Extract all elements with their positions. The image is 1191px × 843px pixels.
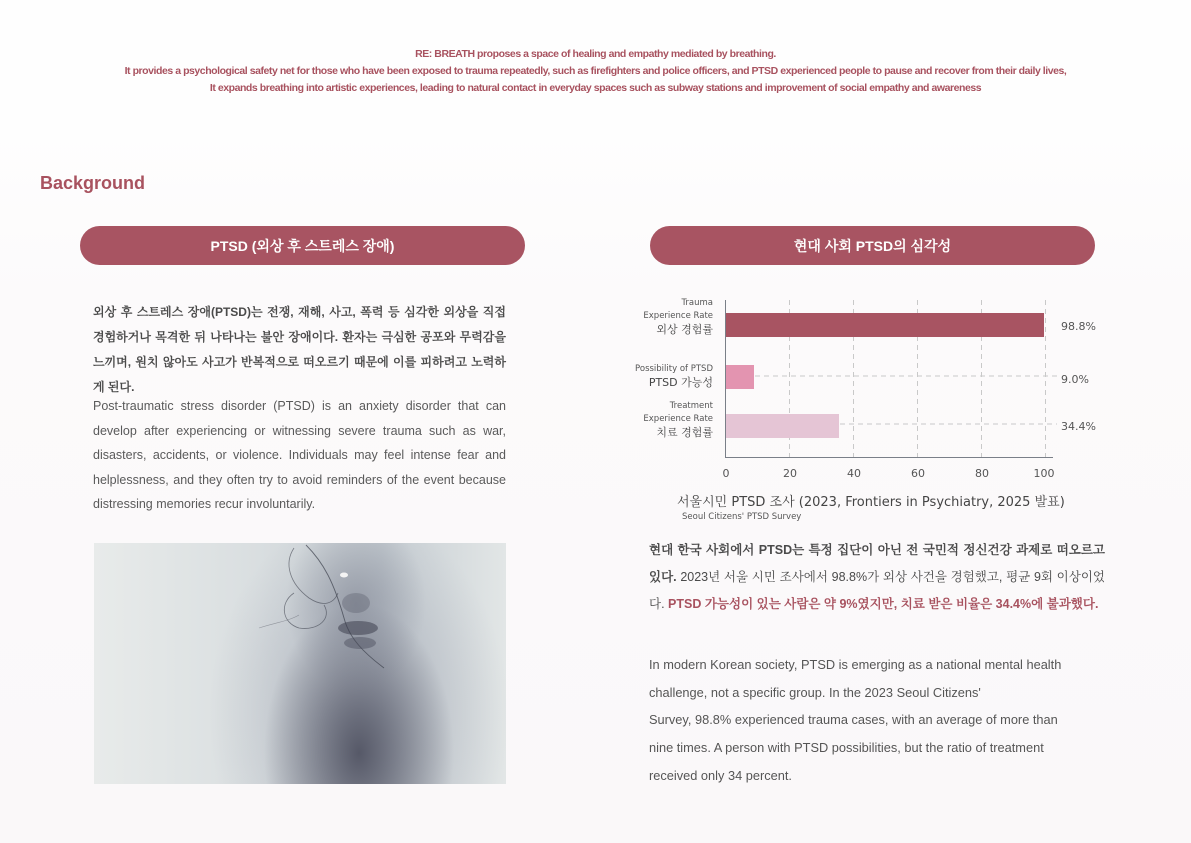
section-title: Background	[40, 173, 146, 193]
ptsd-severity-english	[649, 651, 1109, 790]
ptsd-definition-korean: 외상 후 스트레스 장애(PTSD)는 전쟁, 재해, 사고, 폭력 등 심각한 외상을 직접 경험하거나 목격한 뒤 나타나는 불안 장애이다. 환자는 극심한 공포와 무력감을 느끼며, 원치 않아도 사고가 반복적으로 떠오르기 때문에 이를 피하려고 노력하게 된다.	[93, 305, 506, 394]
x-tick-20: 20	[783, 467, 797, 480]
chart-subtitle: Seoul Citizens' PTSD Survey	[682, 512, 802, 522]
bar-treatment-experience	[726, 414, 839, 438]
ptsd-severity-korean	[649, 537, 1105, 618]
ptsd-severity-header: 현대 사회 PTSD의 심각성	[650, 226, 1095, 265]
ptsd-survey-chart	[615, 295, 1115, 535]
y-label-possibility: Possibility of PTSD PTSD 가능성	[635, 364, 713, 389]
intro-line-3: It expands breathing into artistic experiences, leading to natural contact in everyday spaces such as subway stations and improvement of social empathy and awareness	[209, 82, 982, 94]
y-label-treatment: Treatment Experience Rate 치료 경험률	[643, 401, 713, 439]
intro-line-1: RE: BREATH proposes a space of healing and empathy mediated by breathing.	[415, 48, 776, 60]
intro-line-2: It provides a psychological safety net for those who have been exposed to trauma repeatedly, such as firefighters and police officers, and PTSD experienced people to pause and recover from their daily lives,	[124, 65, 1067, 77]
english-line: nine times. A person with PTSD possibilities, but the ratio of treatment	[649, 740, 1044, 756]
english-line: Survey, 98.8% experienced trauma cases, with an average of more than	[649, 712, 1058, 728]
ptsd-definition-header: PTSD (외상 후 스트레스 장애)	[80, 226, 525, 265]
chart-title: 서울시민 PTSD 조사 (2023, Frontiers in Psychiatry, 2025 발표)	[677, 495, 1065, 510]
severity-lead-sentence: 현대 한국 사회에서 PTSD는 특정 집단이 아닌 전 국민적 정신건강 과제로 떠오르고 있다.	[649, 543, 1105, 584]
bar-trauma-experience	[726, 313, 1044, 337]
english-line: received only 34 percent.	[649, 767, 792, 783]
foggy-face-photo	[94, 543, 506, 784]
x-tick-100: 100	[1033, 467, 1055, 480]
x-tick-40: 40	[847, 467, 861, 480]
ptsd-definition-english: Post-traumatic stress disorder (PTSD) is an anxiety disorder that can develop after experiencing or witnessing severe trauma such as war, disasters, accidents, or violence. Individuals may feel intense fear and helplessness, and they often try to avoid reminders of the event because distressing memories recur involuntarily.	[93, 399, 506, 511]
intro-statement	[0, 46, 1191, 97]
value-label-possibility: 9.0%	[1061, 373, 1089, 386]
x-tick-80: 80	[975, 467, 989, 480]
x-tick-60: 60	[911, 467, 925, 480]
english-line: In modern Korean society, PTSD is emerging as a national mental health	[649, 657, 1062, 672]
severity-highlight-sentence: PTSD 가능성이 있는 사람은 약 9%였지만, 치료 받은 비율은 34.4%에 불과했다.	[668, 597, 1099, 611]
x-tick-0: 0	[722, 467, 730, 480]
y-label-trauma: Trauma Experience Rate 외상 경험률	[643, 298, 713, 336]
value-label-trauma: 98.8%	[1061, 320, 1096, 333]
hair-strands-icon	[94, 543, 506, 784]
english-line: challenge, not a specific group. In the 2023 Seoul Citizens'	[649, 684, 981, 700]
severity-survey-sentence: 2023년 서울 시민 조사에서 98.8%가 외상 사건을 경험했고, 평균 9회 이상이었다.	[649, 570, 1105, 611]
bar-ptsd-possibility	[726, 365, 754, 389]
value-label-treatment: 34.4%	[1061, 420, 1096, 433]
